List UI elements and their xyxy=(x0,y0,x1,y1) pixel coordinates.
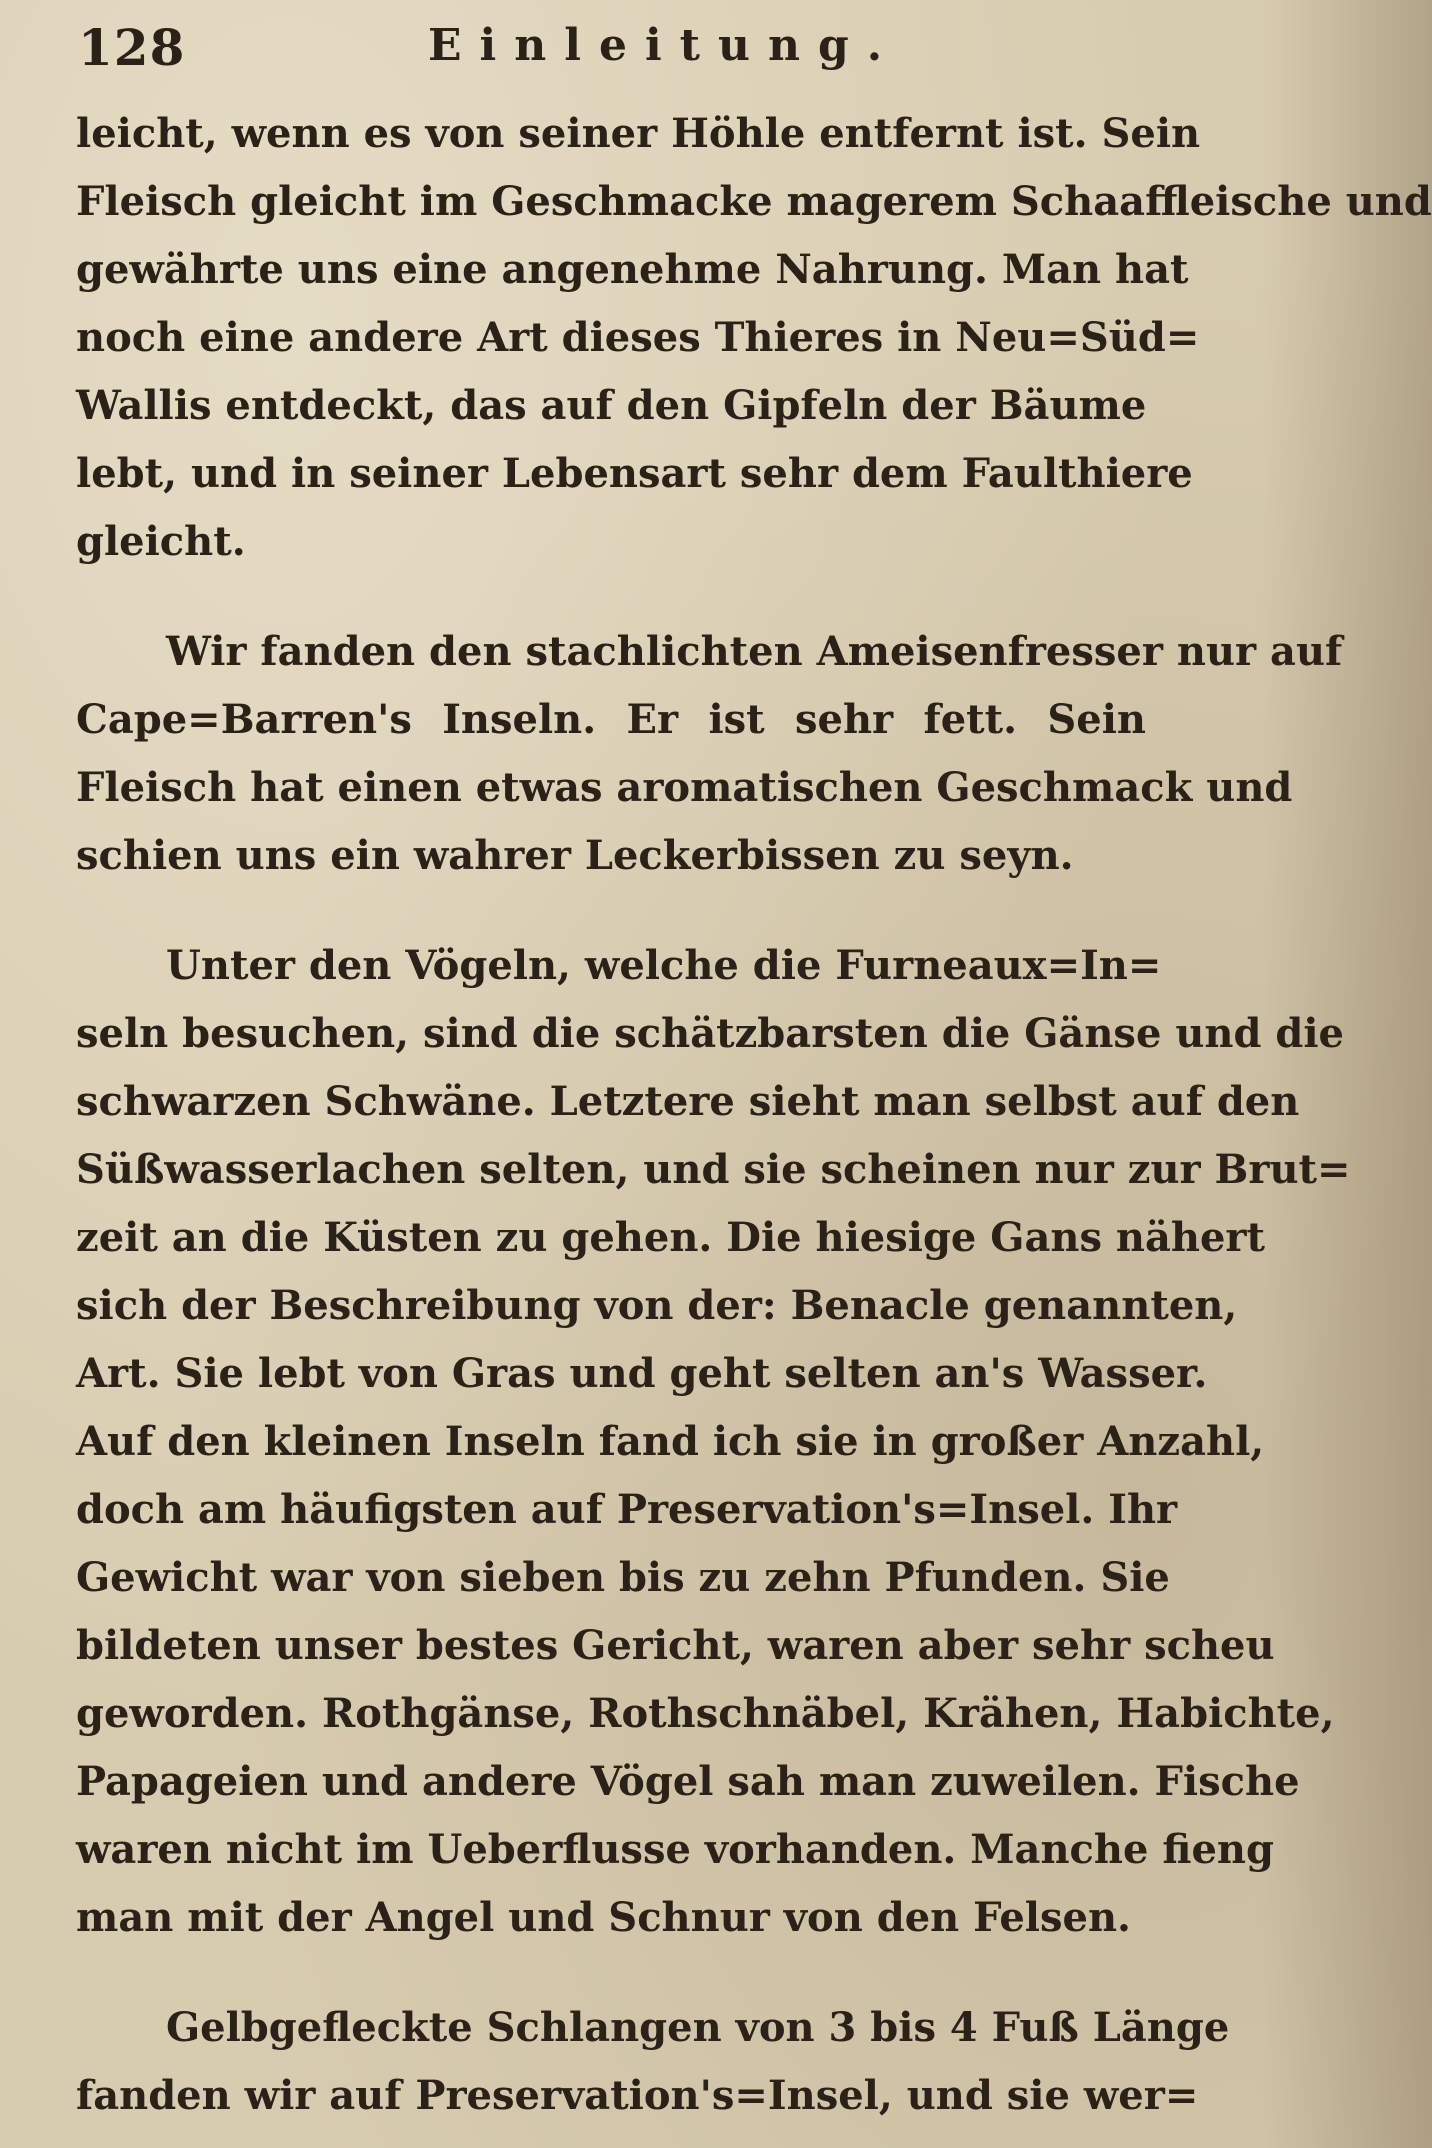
text-line: fanden wir auf Preservation's=Insel, und sie wer= xyxy=(76,2072,1199,2119)
text-line: zeit an die Küsten zu gehen. Die hiesige Gans nähert xyxy=(76,1214,1265,1261)
text-line: sich der Beschreibung von der: Benacle genannten, xyxy=(76,1282,1238,1329)
text-line: Unter den Vögeln, welche die Furneaux=In= xyxy=(166,942,1162,989)
text-line: schien uns ein wahrer Leckerbissen zu seyn. xyxy=(76,832,1074,879)
paragraph-gap xyxy=(76,1952,1146,1994)
chapter-title: Einleitung. xyxy=(428,20,901,71)
text-line: Süßwasserlachen selten, und sie scheinen nur zur Brut= xyxy=(76,1146,1351,1193)
body-text xyxy=(76,100,1432,2130)
text-line: bildeten unser bestes Gericht, waren aber sehr scheu xyxy=(76,1622,1275,1669)
text-line: schwarzen Schwäne. Letztere sieht man selbst auf den xyxy=(76,1078,1300,1125)
text-line: waren nicht im Ueberflusse vorhanden. Manche fieng xyxy=(76,1826,1274,1873)
text-line: Wallis entdeckt, das auf den Gipfeln der Bäume xyxy=(76,382,1147,429)
running-head xyxy=(78,18,1078,88)
text-line: Fleisch hat einen etwas aromatischen Geschmack und xyxy=(76,764,1293,811)
page-number: 128 xyxy=(78,18,186,77)
text-line: Fleisch gleicht im Geschmacke magerem Schaaffleische und xyxy=(76,178,1432,225)
paragraph-1 xyxy=(76,100,1432,576)
text-line: noch eine andere Art dieses Thieres in Neu=Süd= xyxy=(76,314,1200,361)
text-line: gleicht. xyxy=(76,518,246,565)
text-line: lebt, und in seiner Lebensart sehr dem Faulthiere xyxy=(76,450,1193,497)
text-line: seln besuchen, sind die schätzbarsten die Gänse und die xyxy=(76,1010,1344,1057)
text-line: Wir fanden den stachlichten Ameisenfresser nur auf xyxy=(166,628,1343,675)
text-line: geworden. Rothgänse, Rothschnäbel, Krähen, Habichte, xyxy=(76,1690,1335,1737)
paragraph-3 xyxy=(76,932,1351,1952)
paragraph-2 xyxy=(76,618,1343,890)
text-line: Cape=Barren's Inseln. Er ist sehr fett. Sein xyxy=(76,696,1146,743)
text-line: Auf den kleinen Inseln fand ich sie in großer Anzahl, xyxy=(76,1418,1265,1465)
text-line: Art. Sie lebt von Gras und geht selten an's Wasser. xyxy=(76,1350,1208,1397)
text-line: Gewicht war von sieben bis zu zehn Pfunden. Sie xyxy=(76,1554,1170,1601)
text-line: Gelbgefleckte Schlangen von 3 bis 4 Fuß Länge xyxy=(166,2004,1230,2051)
text-line: gewährte uns eine angenehme Nahrung. Man hat xyxy=(76,246,1189,293)
paragraph-gap xyxy=(76,890,1146,932)
text-line: doch am häufigsten auf Preservation's=Insel. Ihr xyxy=(76,1486,1178,1533)
paragraph-4 xyxy=(76,1994,1230,2130)
text-line: leicht, wenn es von seiner Höhle entfernt ist. Sein xyxy=(76,110,1201,157)
paragraph-gap xyxy=(76,576,1146,618)
text-line: Papageien und andere Vögel sah man zuweilen. Fische xyxy=(76,1758,1300,1805)
text-line: man mit der Angel und Schnur von den Felsen. xyxy=(76,1894,1131,1941)
